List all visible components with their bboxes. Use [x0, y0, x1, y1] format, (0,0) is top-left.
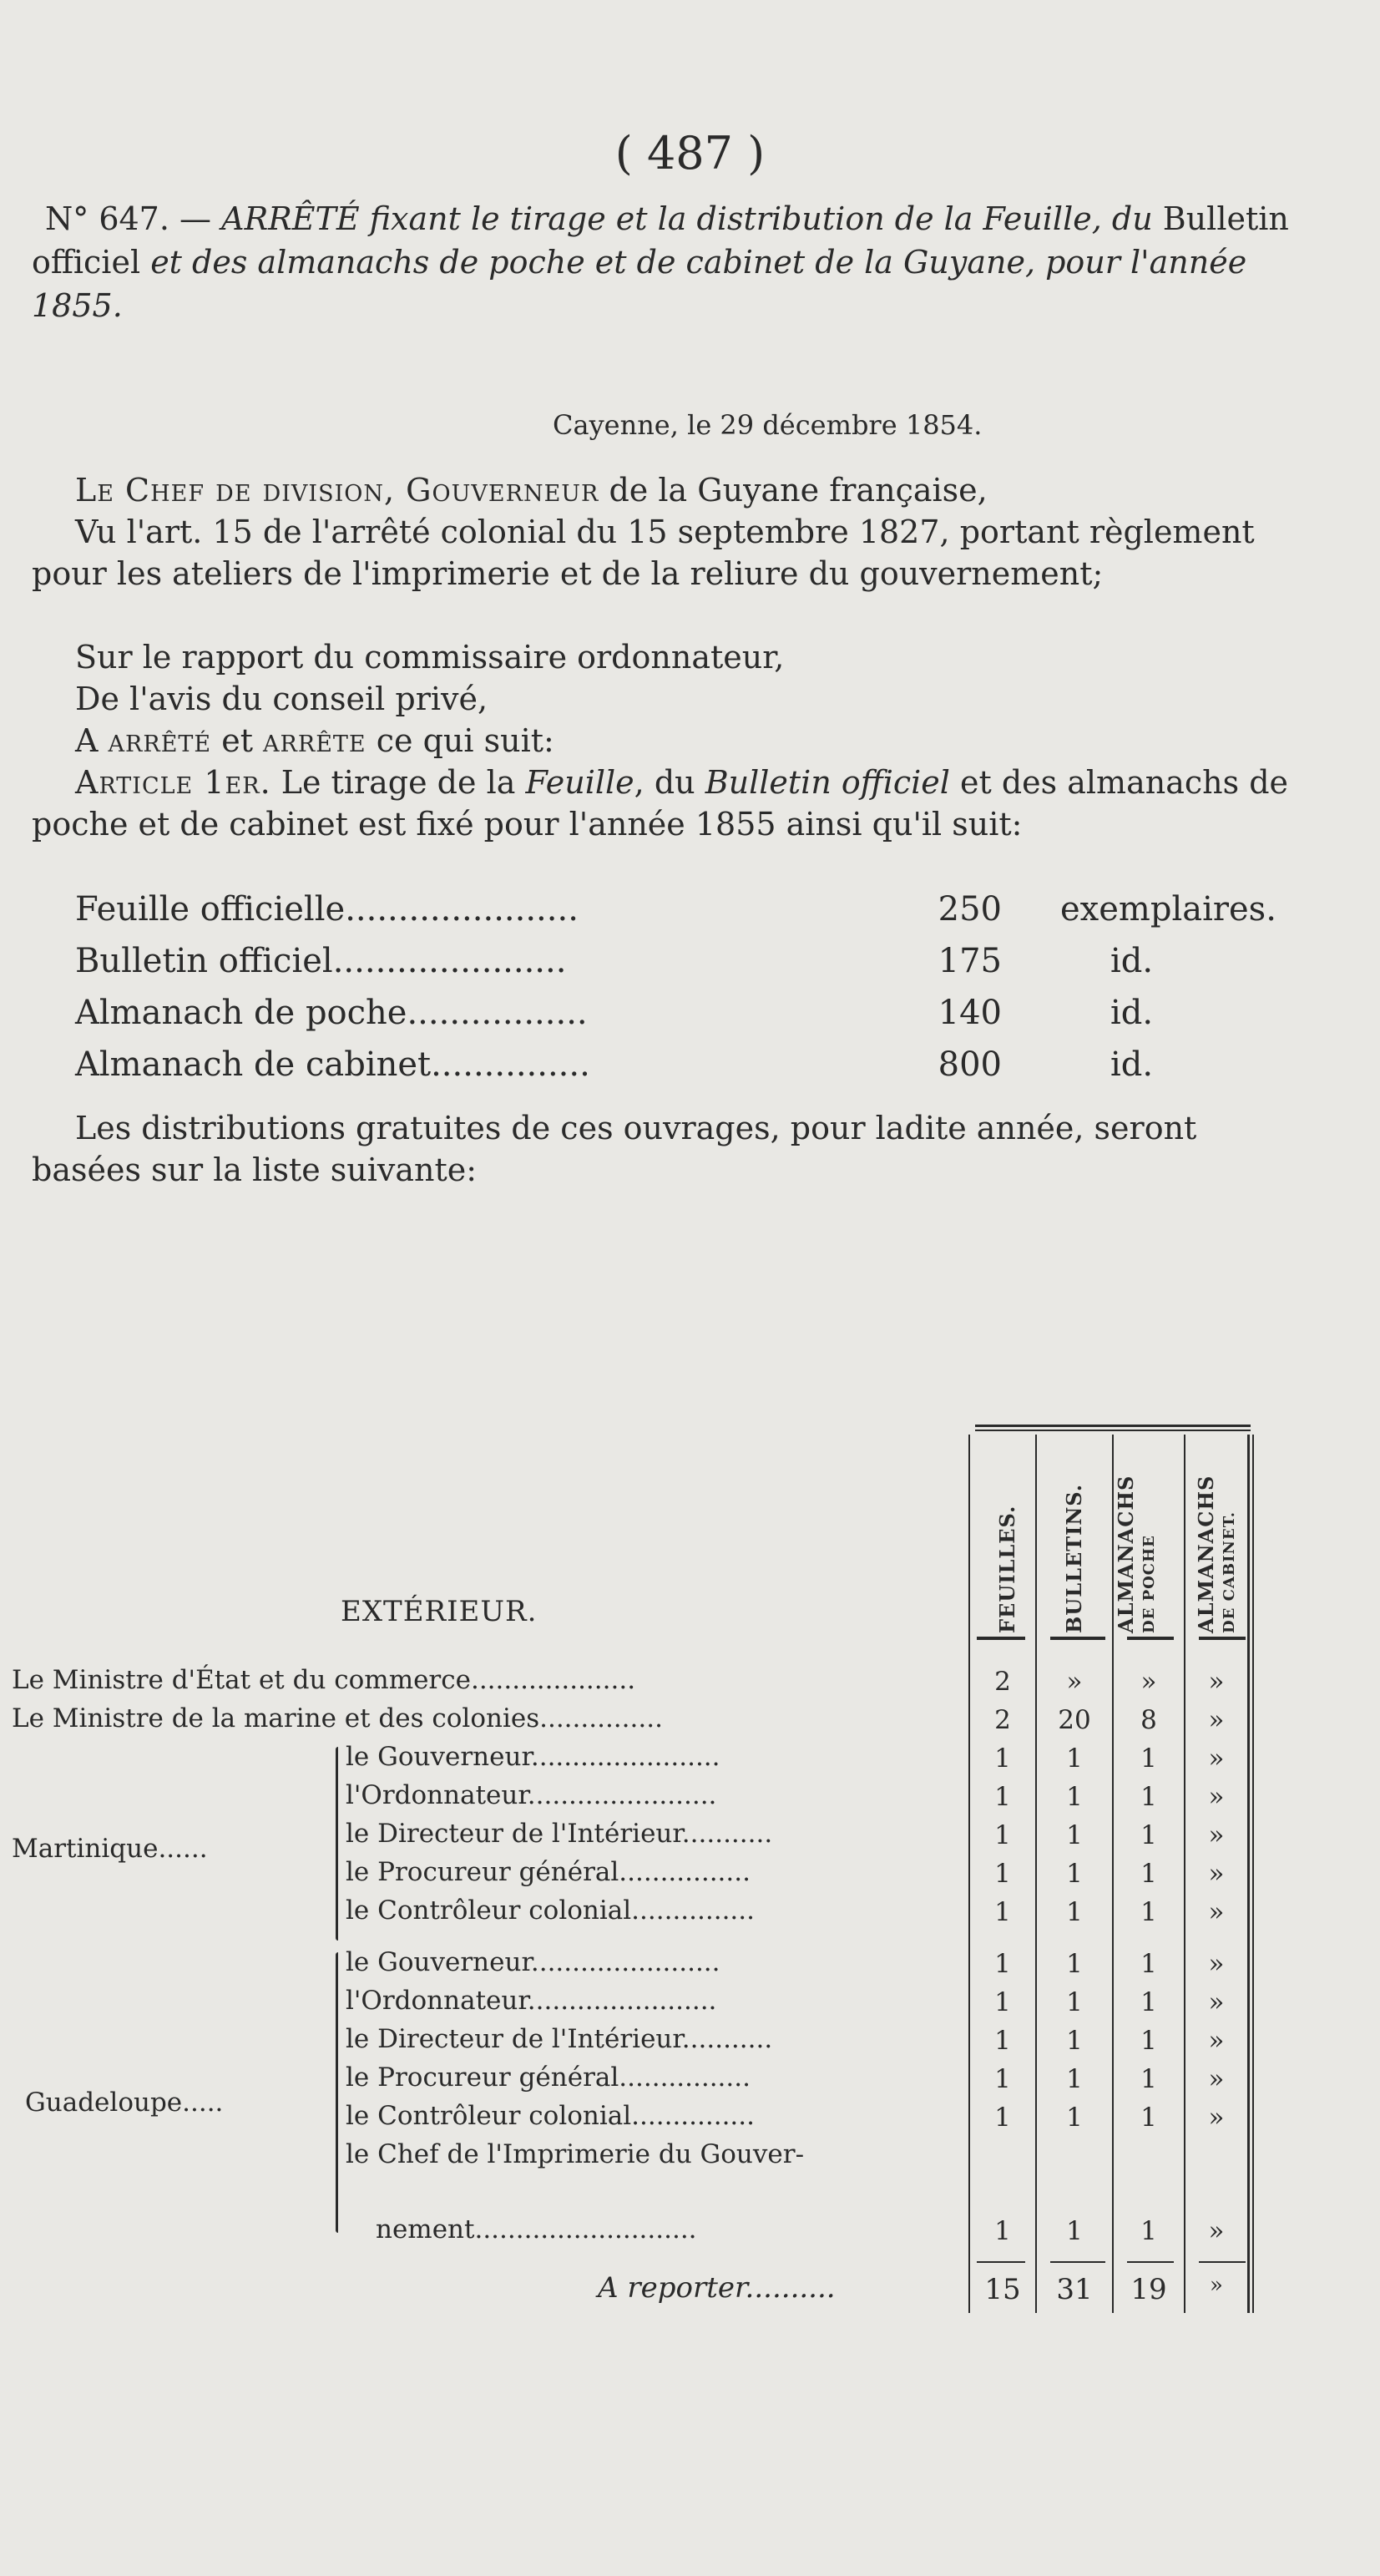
article-text-f: et des almanachs de poche et de cabinet est fixé pour l'année 1855 ainsi qu'il suit:	[32, 764, 1289, 843]
arrete-c: et	[211, 722, 264, 759]
cell-bulletins: 1	[1066, 1987, 1083, 2017]
tirage-row	[75, 888, 1276, 930]
tirage-row	[75, 1044, 1154, 1086]
col-almanachs-poche: ALMANACHS	[1114, 1475, 1138, 1633]
table-row	[0, 2101, 1380, 2138]
table-row	[0, 2214, 1380, 2251]
cell-almanachs-cabinet: »	[1208, 1782, 1225, 1812]
row-label: l'Ordonnateur.......................	[346, 1986, 717, 2016]
header-rule	[1199, 1637, 1246, 1640]
page-number: ( 487 )	[614, 127, 766, 180]
tirage-dots: .................	[407, 994, 588, 1032]
cell-bulletins: 1	[1066, 1743, 1083, 1774]
cell-feuilles: 1	[994, 1743, 1011, 1774]
cell-almanachs-cabinet: »	[1208, 2103, 1225, 2133]
total-rule	[977, 2261, 1025, 2263]
tirage-unit: id.	[1110, 942, 1154, 980]
header-rule	[1127, 1637, 1174, 1640]
table-row	[0, 2139, 1380, 2176]
tirage-dots: ......................	[345, 890, 579, 929]
cell-feuilles: 1	[994, 1820, 1011, 1850]
cell-almanachs-poche: 1	[1140, 1987, 1157, 2017]
arrete-e: ce qui suit:	[366, 722, 554, 759]
cell-feuilles: 1	[994, 2103, 1011, 2133]
cell-bulletins: 1	[1066, 1859, 1083, 1889]
cell-feuilles: 1	[994, 2216, 1011, 2246]
preamble-rapport: Sur le rapport du commissaire ordonnateur,	[75, 639, 785, 676]
cell-almanachs-poche: 1	[1140, 2216, 1157, 2246]
group-guadeloupe: Guadeloupe.....	[25, 2088, 224, 2118]
col-almanachs-poche-sub: DE POCHE	[1140, 1535, 1158, 1633]
total-rule	[1050, 2261, 1105, 2263]
preamble-vu: Vu l'art. 15 de l'arrêté colonial du 15 septembre 1827, portant règlement pour les ateliers de l'imprimerie et de la reliure du gouvernement;	[32, 514, 1255, 592]
cell-feuilles: 1	[994, 1897, 1011, 1927]
tirage-unit: id.	[1110, 1045, 1154, 1084]
article-1	[32, 762, 1301, 845]
table-row	[0, 1947, 1380, 1984]
cell-almanachs-poche: 1	[1140, 1897, 1157, 1927]
cell-bulletins: 1	[1066, 2103, 1083, 2133]
cell-almanachs-poche: 1	[1140, 1859, 1157, 1889]
cell-bulletins: 1	[1066, 2216, 1083, 2246]
tirage-value: 175	[938, 942, 1002, 980]
arrete-b: arrêté	[108, 722, 212, 759]
table-top-rule	[975, 1430, 1251, 1431]
cell-almanachs-poche: 1	[1140, 1782, 1157, 1812]
preamble-avis: De l'avis du conseil privé,	[75, 681, 488, 717]
cell-bulletins: 1	[1066, 1820, 1083, 1850]
total-almanachs-cabinet: »	[1210, 2273, 1223, 2298]
row-label: le Gouverneur.......................	[346, 1947, 720, 1977]
total-feuilles: 15	[984, 2273, 1021, 2306]
section-exterieur: EXTÉRIEUR.	[341, 1595, 538, 1628]
cell-bulletins: 1	[1066, 1782, 1083, 1812]
tirage-value: 800	[938, 1045, 1002, 1084]
title-part-d: et des almanachs de poche et de cabinet de la Guyane, pour l'année 1855.	[32, 244, 1247, 324]
row-label: le Directeur de l'Intérieur...........	[346, 1819, 773, 1849]
title-part-b: du	[1101, 200, 1163, 237]
row-label: le Contrôleur colonial...............	[346, 1895, 755, 1926]
author-rest: de la Guyane française,	[599, 472, 988, 509]
cell-almanachs-cabinet: »	[1208, 2026, 1225, 2056]
total-bulletins: 31	[1056, 2273, 1093, 2306]
cell-bulletins: 1	[1066, 1949, 1083, 1979]
distribution-intro: Les distributions gratuites de ces ouvrages, pour ladite année, seront basées sur la liste suivante:	[32, 1110, 1197, 1188]
cell-bulletins: »	[1066, 1667, 1083, 1697]
tirage-label: Almanach de poche	[75, 994, 407, 1032]
cell-feuilles: 2	[994, 1667, 1011, 1697]
row-label: le Chef de l'Imprimerie du Gouver-	[346, 2139, 805, 2169]
cell-almanachs-poche: 1	[1140, 1743, 1157, 1774]
table-row	[0, 1703, 1380, 1740]
cell-almanachs-cabinet: »	[1208, 2064, 1225, 2094]
col-almanachs-cabinet: ALMANACHS	[1194, 1475, 1218, 1633]
article-text-c: Feuille	[525, 764, 634, 801]
tirage-unit: id.	[1110, 994, 1154, 1032]
cell-almanachs-poche: 1	[1140, 1949, 1157, 1979]
table-row	[0, 1895, 1380, 1932]
header-rule	[977, 1637, 1025, 1640]
total-rule	[1199, 2261, 1246, 2263]
title-part-a: ARRÊTÉ fixant le tirage et la distribution de la Feuille,	[221, 200, 1102, 237]
arrete-a: A	[75, 722, 109, 759]
header-rule	[1050, 1637, 1105, 1640]
group-martinique: Martinique......	[12, 1834, 208, 1864]
title-dash: —	[169, 200, 222, 237]
cell-almanachs-cabinet: »	[1208, 1949, 1225, 1979]
tirage-label: Feuille officielle	[75, 890, 346, 929]
cell-almanachs-cabinet: »	[1208, 1859, 1225, 1889]
article-label: Article 1er.	[75, 764, 271, 801]
cell-feuilles: 1	[994, 1859, 1011, 1889]
col-almanachs-cabinet-sub: DE CABINET.	[1221, 1511, 1238, 1633]
tirage-unit: exemplaires.	[1060, 890, 1276, 929]
cell-feuilles: 1	[994, 1782, 1011, 1812]
col-feuilles: FEUILLES.	[995, 1505, 1019, 1633]
cell-bulletins: 1	[1066, 2064, 1083, 2094]
cell-feuilles: 1	[994, 1949, 1011, 1979]
row-label: le Procureur général................	[346, 2062, 751, 2093]
tirage-dots: ...............	[431, 1045, 590, 1084]
tirage-label: Almanach de cabinet	[75, 1045, 432, 1084]
tirage-label: Bulletin officiel	[75, 942, 333, 980]
decree-number: N° 647.	[45, 200, 169, 237]
col-bulletins: BULLETINS.	[1062, 1483, 1086, 1633]
article-text-e: Bulletin officiel	[705, 764, 950, 801]
cell-feuilles: 1	[994, 2064, 1011, 2094]
tirage-row	[75, 992, 1154, 1034]
row-label: Le Ministre d'État et du commerce....................	[12, 1665, 636, 1695]
decree-title	[32, 197, 1301, 327]
row-label: le Directeur de l'Intérieur...........	[346, 2024, 773, 2054]
total-rule	[1127, 2261, 1174, 2263]
cell-almanachs-cabinet: »	[1208, 1820, 1225, 1850]
arrete-d: arrête	[263, 722, 366, 759]
row-label: le Procureur général................	[346, 1857, 751, 1887]
table-row	[0, 1986, 1380, 2022]
cell-almanachs-poche: 8	[1140, 1705, 1157, 1735]
total-label: A reporter..........	[598, 2271, 836, 2305]
article-text-d: , du	[634, 764, 705, 801]
cell-almanachs-poche: 1	[1140, 1820, 1157, 1850]
table-row	[0, 1665, 1380, 1702]
total-row	[0, 2271, 1380, 2308]
cell-almanachs-cabinet: »	[1208, 1897, 1225, 1927]
table-row	[0, 1857, 1380, 1894]
title-part-c: Bulletin officiel	[32, 200, 1289, 281]
cell-feuilles: 1	[994, 1987, 1011, 2017]
row-label: l'Ordonnateur.......................	[346, 1780, 717, 1810]
cell-almanachs-poche: 1	[1140, 2026, 1157, 2056]
cell-almanachs-poche: »	[1140, 1667, 1157, 1697]
row-label: Le Ministre de la marine et des colonies...............	[12, 1703, 663, 1733]
total-almanachs-poche: 19	[1130, 2273, 1167, 2306]
table-row	[0, 1780, 1380, 1817]
cell-almanachs-cabinet: »	[1208, 1705, 1225, 1735]
row-label: nement...........................	[376, 2214, 697, 2245]
cell-feuilles: 2	[994, 1705, 1011, 1735]
table-row	[0, 1819, 1380, 1855]
cell-almanachs-poche: 1	[1140, 2103, 1157, 2133]
cell-feuilles: 1	[994, 2026, 1011, 2056]
article-text-b: Le tirage de la	[270, 764, 526, 801]
cell-almanachs-cabinet: »	[1208, 1667, 1225, 1697]
tirage-value: 250	[938, 890, 1002, 929]
tirage-value: 140	[938, 994, 1002, 1032]
table-row	[0, 2024, 1380, 2061]
preamble-author	[32, 469, 1301, 511]
date-line: Cayenne, le 29 décembre 1854.	[553, 409, 983, 441]
table-row	[0, 1742, 1380, 1779]
cell-bulletins: 1	[1066, 1897, 1083, 1927]
row-label: le Contrôleur colonial...............	[346, 2101, 755, 2131]
cell-almanachs-cabinet: »	[1208, 1743, 1225, 1774]
table-row	[0, 2062, 1380, 2099]
tirage-row	[75, 940, 1154, 982]
cell-almanachs-cabinet: »	[1208, 1987, 1225, 2017]
row-label: le Gouverneur.......................	[346, 1742, 720, 1772]
cell-almanachs-cabinet: »	[1208, 2216, 1225, 2246]
preamble-arrete	[32, 720, 1301, 762]
cell-bulletins: 1	[1066, 2026, 1083, 2056]
cell-almanachs-poche: 1	[1140, 2064, 1157, 2094]
tirage-dots: ......................	[332, 942, 567, 980]
table-top-rule	[975, 1425, 1251, 1427]
cell-bulletins: 20	[1058, 1705, 1091, 1735]
author-smallcaps: Le Chef de division, Gouverneur	[75, 472, 599, 509]
